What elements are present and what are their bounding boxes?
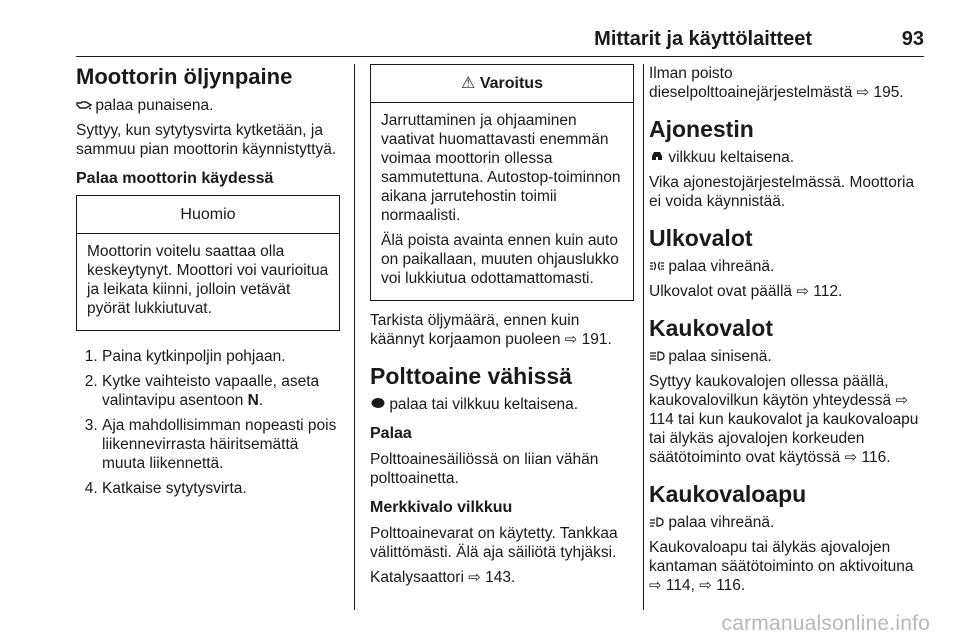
- heading-lit: Palaa: [370, 425, 412, 442]
- heading-running: Palaa moottorin käydessä: [76, 170, 274, 187]
- page-ref-link[interactable]: 143.: [485, 569, 516, 586]
- fuel-pump-icon: [370, 395, 385, 414]
- note-box: [76, 195, 340, 331]
- high-text: Syttyy kaukovalojen ollessa päällä, kaukovalovilkun käytön yhteydessä ⇨ 114 tai kun kaukovalot ja kaukovaloapu tai älykäs ajovalojen korkeuden säätötoiminto ovat käytössä ⇨ 116.: [649, 373, 919, 466]
- warning-box: [370, 64, 634, 301]
- immob-indicator-line: vilkkuu keltaisena.: [649, 148, 927, 167]
- catalyst-text: Katalysaattori ⇨ 143.: [370, 569, 516, 586]
- column-divider: [643, 64, 644, 610]
- warning-icon: ⚠: [461, 75, 476, 92]
- ext-indicator-line: palaa vihreänä.: [649, 257, 927, 276]
- column-2: [370, 64, 634, 593]
- immob-text: Vika ajonestojärjestelmässä. Moottoria ei voida käynnistää.: [649, 174, 915, 210]
- lit-text: Polttoainesäiliössä on liian vähän polttoainetta.: [370, 451, 599, 487]
- page-ref-arrow-icon: ⇨: [796, 283, 809, 300]
- header-title: Mittarit ja käyttölaitteet: [594, 28, 812, 50]
- dpf-text: Ilman poisto dieselpolttoainejärjestelmästä ⇨ 195.: [649, 65, 904, 101]
- page-ref-arrow-icon: ⇨: [844, 449, 858, 466]
- page-ref-link[interactable]: 112.: [813, 283, 843, 300]
- list-item: 1. Paina kytkinpoljin pohjaan.: [102, 347, 340, 366]
- heading-high-beam: Kaukovalot: [649, 315, 773, 341]
- high-indicator-line: palaa sinisenä.: [649, 347, 927, 366]
- heading-flashing: Merkkivalo vilkkuu: [370, 499, 513, 516]
- page-ref-link[interactable]: 195.: [873, 84, 904, 101]
- heading-high-beam-assist: Kaukovaloapu: [649, 481, 807, 507]
- fuel-indicator-line: palaa tai vilkkuu keltaisena.: [370, 395, 634, 414]
- heading-low-fuel: Polttoaine vähissä: [370, 363, 572, 389]
- oil-indicator-line: [76, 96, 340, 115]
- high-beam-icon: [649, 347, 664, 366]
- page-ref-arrow-icon: ⇨: [564, 331, 578, 348]
- page-header: [76, 22, 924, 57]
- page-number: 93: [901, 28, 924, 50]
- page-ref-link[interactable]: 116.: [716, 577, 746, 594]
- column-divider: [354, 64, 355, 610]
- assist-text: Kaukovaloapu tai älykäs ajovalojen kantaman säätötoiminto on aktivoituna ⇨ 114, ⇨ 116.: [649, 539, 914, 594]
- warning-title: ⚠ Varoitus: [371, 65, 633, 103]
- note-title: Huomio: [77, 196, 339, 234]
- heading-exterior-lights: Ulkovalot: [649, 225, 753, 251]
- list-item: 2. Kytke vaihteisto vapaalle, aseta valintavipu asentoon N.: [102, 372, 340, 410]
- list-item: 3. Aja mahdollisimman nopeasti pois liikennevirrasta häiritsemättä muuta liikennettä.: [102, 416, 340, 473]
- page-ref-arrow-icon: ⇨: [468, 569, 481, 586]
- page-ref-arrow-icon: ⇨: [856, 84, 870, 101]
- oil-description: Syttyy, kun sytytysvirta kytketään, ja sammuu pian moottorin käynnistyttyä.: [76, 122, 337, 158]
- side-lights-icon: [649, 257, 664, 276]
- list-item: 4. Katkaise sytytysvirta.: [102, 479, 340, 498]
- column-3: [649, 64, 927, 601]
- page-ref-link[interactable]: 191.: [581, 331, 612, 348]
- heading-immobiliser: Ajonestin: [649, 116, 754, 142]
- watermark: carmanualsonline.info: [721, 612, 930, 635]
- page-ref-arrow-icon: ⇨: [699, 577, 712, 594]
- warning-text-1: Jarruttaminen ja ohjaaminen vaativat huomattavasti enemmän voimaa moottorin ollessa sammutettuna. Autostop-toiminnon aikana jarrutehostin toimii normaalisti.: [381, 112, 621, 224]
- check-oil-text: Tarkista öljymäärä, ennen kuin käännyt korjaamon puoleen ⇨ 191.: [370, 312, 612, 348]
- column-1: [76, 64, 340, 504]
- page-ref-arrow-icon: ⇨: [895, 392, 909, 409]
- flash-text: Polttoainevarat on käytetty. Tankkaa välittömästi. Älä aja säiliötä tyhjäksi.: [370, 525, 618, 561]
- high-beam-assist-icon: [649, 513, 664, 532]
- ext-text: Ulkovalot ovat päällä ⇨ 112.: [649, 283, 843, 300]
- car-key-icon: [649, 148, 664, 167]
- note-text: Moottorin voitelu saattaa olla keskeytynyt. Moottori voi vaurioitua ja leikata kiinni, jolloin vetävät pyörät lukkiutuvat.: [87, 243, 329, 317]
- oil-can-icon: [76, 96, 91, 115]
- page-ref-link[interactable]: 116.: [861, 449, 891, 466]
- heading-oil-pressure: Moottorin öljynpaine: [76, 64, 293, 89]
- page-ref-link[interactable]: 114,: [665, 577, 695, 594]
- warning-text-2: Älä poista avainta ennen kuin auto on paikallaan, muuten ohjauslukko voi lukkiutua odottamattomasti.: [381, 232, 619, 287]
- oil-indicator-text: palaa punaisena.: [95, 97, 214, 114]
- steps-list: [76, 347, 340, 498]
- assist-indicator-line: palaa vihreänä.: [649, 513, 927, 532]
- page-ref-arrow-icon: ⇨: [649, 577, 662, 594]
